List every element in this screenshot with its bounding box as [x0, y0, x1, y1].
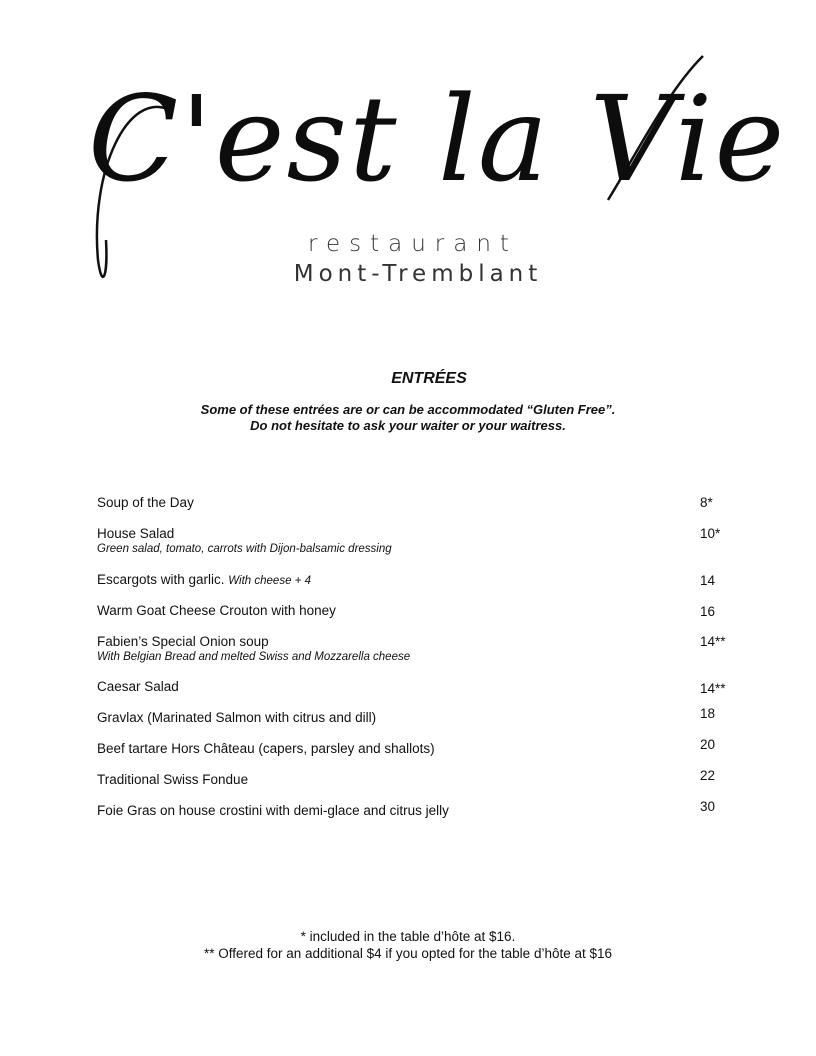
menu-item-name: Gravlax (Marinated Salmon with citrus and dill) — [97, 710, 377, 725]
menu-item — [97, 799, 737, 818]
menu-item — [97, 737, 737, 756]
menu-item — [97, 496, 737, 510]
logo-script-text: C'est la Vie — [88, 70, 787, 208]
menu-item — [97, 604, 737, 618]
menu-item-price: 14** — [700, 634, 726, 649]
menu-item — [97, 706, 737, 725]
footnote-double-asterisk: ** Offered for an additional $4 if you opted for the table d’hôte at $16 — [203, 946, 613, 961]
menu-item-name: Caesar Salad — [97, 679, 179, 694]
menu-item-name: Warm Goat Cheese Crouton with honey — [97, 603, 336, 618]
menu-item-name: House Salad — [97, 526, 175, 541]
menu-item-name: Escargots with garlic. With cheese + 4 — [97, 572, 311, 587]
menu-item-price: 8* — [700, 495, 713, 510]
menu-item-name: Soup of the Day — [97, 495, 194, 510]
logo-subtitle-restaurant: restaurant — [308, 231, 518, 257]
menu-item-name: Fabien’s Special Onion soup — [97, 634, 269, 649]
menu-item-price: 16 — [700, 604, 716, 619]
section-title: ENTRÉES — [391, 370, 467, 387]
menu-item — [97, 768, 737, 787]
restaurant-logo — [88, 50, 787, 295]
menu-item-option: With cheese + 4 — [228, 575, 311, 587]
menu-item-price: 14** — [700, 681, 726, 696]
menu-item — [97, 680, 737, 694]
menu-item-description: With Belgian Bread and melted Swiss and Mozzarella cheese — [97, 650, 411, 663]
ask-waiter-note: Do not hesitate to ask your waiter or your waitress. — [250, 418, 566, 433]
footnote-single-asterisk: * included in the table d’hôte at $16. — [300, 929, 516, 944]
menu-item-price: 10* — [700, 526, 721, 541]
menu-item-name: Traditional Swiss Fondue — [97, 772, 249, 787]
menu-item-price: 22 — [700, 768, 716, 783]
menu-item-price: 30 — [700, 799, 716, 814]
menu-item — [97, 635, 737, 663]
menu-item-description: Green salad, tomato, carrots with Dijon-balsamic dressing — [97, 542, 392, 555]
menu-item-name: Beef tartare Hors Château (capers, parsley and shallots) — [97, 741, 435, 756]
menu-item-price: 20 — [700, 737, 716, 752]
menu-item-price: 18 — [700, 706, 716, 721]
menu-item — [97, 527, 737, 555]
gluten-free-note: Some of these entrées are or can be accommodated “Gluten Free”. — [200, 402, 616, 417]
menu-item — [97, 573, 737, 588]
menu-item-price: 14 — [700, 573, 716, 588]
logo-subtitle-location: Mont-Tremblant — [293, 261, 543, 287]
menu-item-name: Foie Gras on house crostini with demi-glace and citrus jelly — [97, 803, 449, 818]
